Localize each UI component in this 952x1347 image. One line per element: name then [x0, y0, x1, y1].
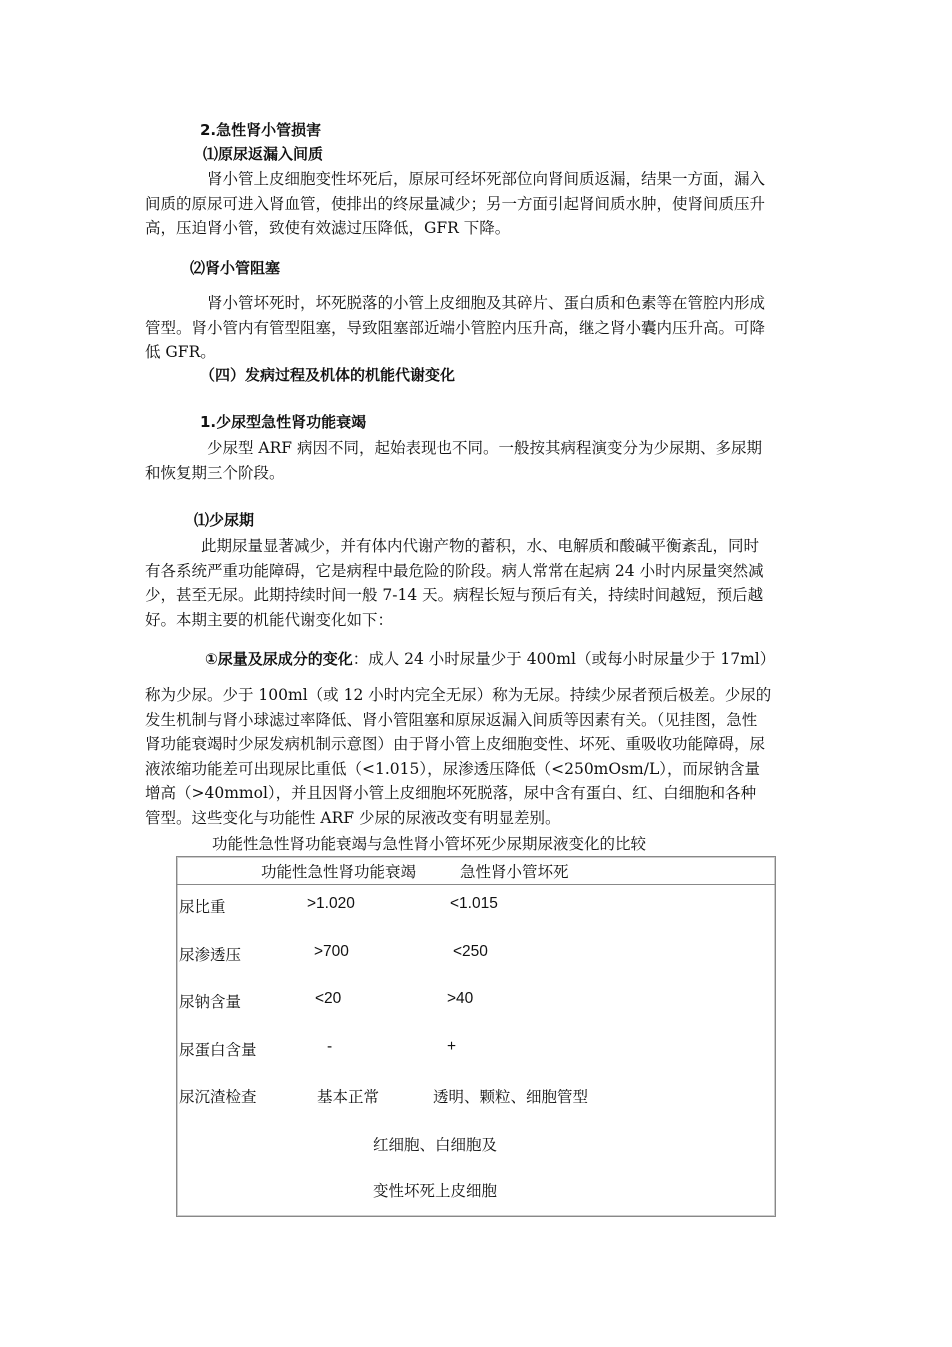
- text-line: 管型。这些变化与功能性 ARF 少尿的尿液改变有明显差别。: [145, 808, 561, 827]
- text-line: 称为少尿。少于 100ml（或 12 小时内完全无尿）称为无尿。持续少尿者预后极差。少尿的: [145, 686, 772, 704]
- row-label: 尿沉渣检查: [179, 1088, 257, 1106]
- row-label: 尿钠含量: [179, 993, 242, 1011]
- urine-change-text: ：成人 24 小时尿量少于 400ml（或每小时尿量少于 17ml）: [352, 650, 776, 668]
- paragraph-oliguric-phase: [145, 534, 810, 632]
- paragraph-obstruction: [145, 291, 810, 365]
- urine-change-title: ①尿量及尿成分的变化: [205, 650, 353, 668]
- row-value-functional: >700: [314, 943, 349, 960]
- text-line: 低 GFR。: [145, 343, 216, 362]
- row-value-atn: +: [447, 1038, 457, 1055]
- row-value-atn: >40: [447, 990, 474, 1007]
- row-value-atn: 透明、颗粒、细胞管型: [433, 1088, 589, 1106]
- subsection-heading: ⑵肾小管阻塞: [190, 259, 281, 277]
- row-value-functional: <20: [315, 990, 342, 1007]
- table-header-functional: 功能性急性肾功能衰竭: [261, 863, 417, 881]
- text-line: 间质的原尿可进入肾血管，使排出的终尿量减少；另一方面引起肾间质水肿，使肾间质压升: [145, 194, 766, 213]
- row-value-functional: >1.020: [307, 895, 355, 912]
- table-header-divider: [177, 884, 775, 885]
- text-line: 发生机制与肾小球滤过率降低、肾小管阻塞和原尿返漏入间质等因素有关。（见挂图，急性: [145, 710, 758, 729]
- text-line: 少尿型 ARF 病因不同，起始表现也不同。一般按其病程演变分为少尿期、多尿期: [207, 439, 762, 457]
- section-heading: 1.少尿型急性肾功能衰竭: [200, 413, 367, 431]
- text-line: 和恢复期三个阶段。: [145, 463, 285, 482]
- subsection-heading: ⑴少尿期: [194, 511, 255, 529]
- row-value-atn-continued: 红细胞、白细胞及: [373, 1136, 498, 1154]
- table-caption: 功能性急性肾功能衰竭与急性肾小管坏死少尿期尿液变化的比较: [212, 835, 647, 853]
- row-value-functional: 基本正常: [317, 1088, 380, 1106]
- text-line: 有各系统严重功能障碍，它是病程中最危险的阶段。病人常常在起病 24 小时内尿量突然减: [145, 561, 764, 580]
- text-line: 肾功能衰竭时少尿发病机制示意图）由于肾小管上皮细胞变性、坏死、重吸收功能障碍，尿: [145, 735, 766, 754]
- section-heading: 2.急性肾小管损害: [200, 121, 322, 139]
- table-header-atn: 急性肾小管坏死: [460, 863, 569, 881]
- row-value-atn: <1.015: [450, 895, 498, 912]
- paragraph-backleak: [145, 167, 810, 241]
- comparison-table: [176, 856, 776, 1217]
- paragraph-urine-change: [145, 683, 810, 831]
- row-value-atn-continued: 变性坏死上皮细胞: [373, 1182, 498, 1200]
- section-heading: （四）发病过程及机体的机能代谢变化: [200, 366, 456, 384]
- text-line: 肾小管坏死时，坏死脱落的小管上皮细胞及其碎片、蛋白质和色素等在管腔内形成: [207, 294, 766, 312]
- text-line: 高，压迫肾小管，致使有效滤过压降低，GFR 下降。: [145, 219, 511, 238]
- text-line: 少，甚至无尿。此期持续时间一般 7-14 天。病程长短与预后有关，持续时间越短，预后越: [145, 586, 764, 605]
- urine-change-heading-line: [205, 647, 775, 671]
- text-line: 此期尿量显著减少，并有体内代谢产物的蓄积，水、电解质和酸碱平衡紊乱，同时: [201, 537, 760, 555]
- row-label: 尿比重: [179, 898, 226, 916]
- row-value-atn: <250: [453, 943, 488, 960]
- text-line: 好。本期主要的机能代谢变化如下：: [145, 610, 394, 629]
- row-label: 尿蛋白含量: [179, 1041, 257, 1059]
- subsection-heading: ⑴原尿返漏入间质: [203, 145, 324, 163]
- text-line: 管型。肾小管内有管型阻塞，导致阻塞部近端小管腔内压升高，继之肾小囊内压升高。可降: [145, 318, 766, 337]
- row-value-functional: -: [327, 1038, 333, 1055]
- row-label: 尿渗透压: [179, 946, 242, 964]
- text-line: 液浓缩功能差可出现尿比重低（<1.015），尿渗透压降低（<250mOsm/L），而尿钠含量: [145, 759, 761, 778]
- paragraph-oliguric-arf: [145, 436, 810, 485]
- text-line: 肾小管上皮细胞变性坏死后，原尿可经坏死部位向肾间质返漏，结果一方面，漏入: [207, 170, 766, 188]
- text-line: 增高（>40mmol），并且因肾小管上皮细胞坏死脱落，尿中含有蛋白、红、白细胞和各种: [145, 784, 757, 803]
